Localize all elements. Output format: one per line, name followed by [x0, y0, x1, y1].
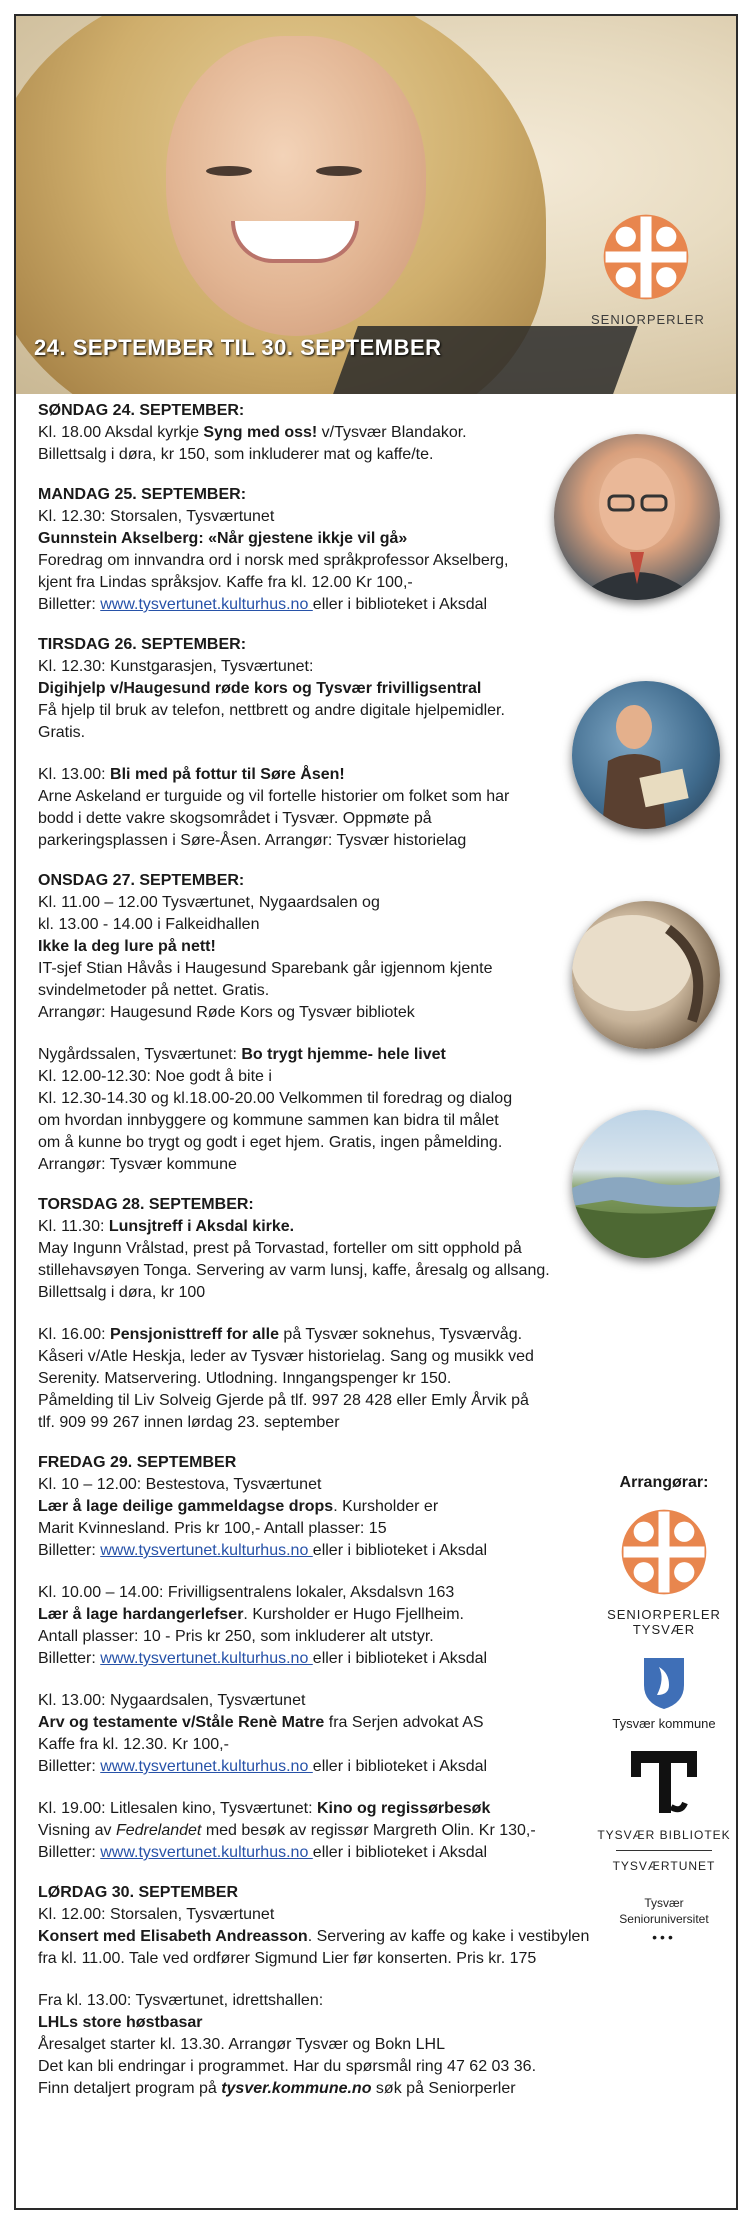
event-line [38, 1044, 598, 1066]
event-line: tlf. 909 99 267 innen lørdag 23. september [38, 1414, 340, 1431]
event-line: parkeringsplassen i Søre-Åsen. Arrangør: Tysvær historielag [38, 832, 467, 849]
event-line: Billettsalg i døra, kr 100 [38, 1284, 206, 1301]
day-heading: TORSDAG 28. SEPTEMBER: [38, 1196, 254, 1213]
text: Visning av [38, 1822, 116, 1839]
event-title: Gunnstein Akselberg: «Når gjestene ikkje vil gå» [38, 530, 408, 547]
hero-photo-eye-left [206, 166, 252, 176]
event-line: Arne Askeland er turguide og vil fortelle historier om folket som har [38, 788, 510, 805]
event-line: Kl. 12.30-14.30 og kl.18.00-20.00 Velkommen til foredrag og dialog [38, 1090, 513, 1107]
event-line: Billettsalg i døra, kr 150, som inkluderer mat og kaffe/te. [38, 446, 434, 463]
event-line: svindelmetoder på nettet. Gratis. [38, 982, 270, 999]
event-title: Bli med på fottur til Søre Åsen! [110, 766, 345, 783]
section-sunday [38, 400, 598, 466]
text: . Kursholder er [333, 1498, 439, 1515]
ticket-link[interactable]: www.tysvertunet.kulturhus.no [100, 1758, 313, 1775]
event-line: Serenity. Matservering. Utlodning. Inngangspenger kr 150. [38, 1370, 452, 1387]
event-line: Kl. 12.00: Storsalen, Tysværtunet [38, 1906, 275, 1923]
tysvaer-kommune-label: Tysvær kommune [612, 1716, 716, 1731]
text: . Servering av kaffe og kake i vestibylen [307, 1928, 590, 1945]
event-line: Arrangør: Haugesund Røde Kors og Tysvær bibliotek [38, 1004, 415, 1021]
day-heading: SØNDAG 24. SEPTEMBER: [38, 402, 245, 419]
text: Kl. 18.00 Aksdal kyrkje [38, 424, 204, 441]
event-line: bodd i dette vakre skogsområdet i Tysvær. Oppmøte på [38, 810, 432, 827]
ticket-link[interactable]: www.tysvertunet.kulturhus.no [100, 1844, 313, 1861]
event-line [38, 1926, 598, 1948]
event-line: Kl. 12.00-12.30: Noe godt å bite i [38, 1068, 272, 1085]
ticket-line [38, 594, 598, 616]
hero-photo-face [166, 36, 426, 336]
day-heading: TIRSDAG 26. SEPTEMBER: [38, 636, 247, 653]
text: Finn detaljert program på [38, 2080, 222, 2097]
text: Kl. 13.00: [38, 766, 111, 783]
section-friday [38, 1452, 598, 1864]
event-line: IT-sjef Stian Håvås i Haugesund Sparebank går igjennom kjente [38, 960, 493, 977]
text: Kl. 11.30: [38, 1218, 109, 1235]
section-wednesday [38, 870, 598, 1176]
date-range-caption: 24. SEPTEMBER TIL 30. SEPTEMBER [34, 335, 442, 360]
event-title: Digihjelp v/Haugesund røde kors og Tysvær frivilligsentral [38, 680, 482, 697]
event-title: Ikke la deg lure på nett! [38, 938, 216, 955]
event-line: Kl. 12.30: Kunstgarasjen, Tysværtunet: [38, 658, 314, 675]
ticket-link[interactable]: www.tysvertunet.kulturhus.no [100, 596, 313, 613]
hero-banner [16, 16, 738, 394]
event-line: kl. 13.00 - 14.00 i Falkeidhallen [38, 916, 260, 933]
event-line: Arrangør: Tysvær kommune [38, 1156, 237, 1173]
seniorperler-logo-text: SENIORPERLER [591, 312, 705, 327]
event-line: Kl. 10 – 12.00: Bestestova, Tysværtunet [38, 1476, 322, 1493]
event-line [38, 1712, 598, 1734]
spacer [38, 1670, 598, 1690]
event-line: om å kunne bo trygt og godt i eget hjem. Gratis, ingen påmelding. [38, 1134, 503, 1151]
event-line: Påmelding til Liv Solveig Gjerde på tlf. 997 28 428 eller Emly Årvik på [38, 1392, 529, 1409]
day-heading: ONSDAG 27. SEPTEMBER: [38, 872, 245, 889]
event-line [38, 1604, 598, 1626]
spacer [38, 1304, 598, 1324]
text: eller i biblioteket i Aksdal [312, 1650, 488, 1667]
organizers-panel [596, 1474, 732, 1945]
seniorperler-tysvaer-label: SENIORPERLER TYSVÆR [607, 1607, 721, 1637]
divider [616, 1850, 712, 1851]
event-line: Åresalget starter kl. 13.30. Arrangør Tysvær og Bokn LHL [38, 2036, 445, 2053]
spacer [38, 1778, 598, 1798]
seniorperler-logo [591, 211, 705, 327]
event-title: Kino og regissørbesøk [316, 1800, 491, 1817]
text: søk på Seniorperler [371, 2080, 516, 2097]
ticket-line [38, 1756, 598, 1778]
event-title: Lær å lage hardangerlefser [38, 1606, 244, 1623]
event-line: Foredrag om innvandra ord i norsk med språkprofessor Akselberg, [38, 552, 509, 569]
event-line: Marit Kvinnesland. Pris kr 100,- Antall plasser: 15 [38, 1520, 387, 1537]
seniorperler-emblem-icon [618, 1506, 710, 1598]
program-content [38, 400, 598, 2118]
tysvaer-kommune-crest-icon [641, 1655, 687, 1711]
event-line [38, 764, 598, 786]
text: Kl. 16.00: [38, 1326, 111, 1343]
section-monday [38, 484, 598, 616]
event-title: Lær å lage deilige gammeldagse drops [38, 1498, 334, 1515]
event-line: om hvordan innbyggere og kommune sammen kan bidra til målet [38, 1112, 499, 1129]
text: eller i biblioteket i Aksdal [312, 596, 488, 613]
event-line: kjent fra Lindas språksjov. Kaffe fra kl. 12.00 Kr 100,- [38, 574, 413, 591]
text: på Tysvær soknehus, Tysværvåg. [278, 1326, 523, 1343]
event-line: Kåseri v/Atle Heskja, leder av Tysvær historielag. Sang og musikk ved [38, 1348, 534, 1365]
event-line: Kl. 11.00 – 12.00 Tysværtunet, Nygaardsalen og [38, 894, 380, 911]
text: eller i biblioteket i Aksdal [312, 1844, 488, 1861]
section-saturday [38, 1882, 598, 2100]
film-title: Fedrelandet [115, 1822, 202, 1839]
text: eller i biblioteket i Aksdal [312, 1758, 488, 1775]
event-title: Bo trygt hjemme- hele livet [241, 1046, 446, 1063]
text: eller i biblioteket i Aksdal [312, 1542, 488, 1559]
spacer [38, 1024, 598, 1044]
text: Billetter: [38, 1758, 101, 1775]
spacer [38, 1562, 598, 1582]
event-line: Få hjelp til bruk av telefon, nettbrett og andre digitale hjelpemidler. [38, 702, 505, 719]
text: Nygårdssalen, Tysværtunet: [38, 1046, 242, 1063]
event-line [38, 1798, 598, 1820]
event-line: Antall plasser: 10 - Pris kr 250, som inkluderer alt utstyr. [38, 1628, 434, 1645]
text: Billetter: [38, 1542, 101, 1559]
event-line: Fra kl. 13.00: Tysværtunet, idrettshallen: [38, 1992, 324, 2009]
text: Billetter: [38, 1844, 101, 1861]
day-heading: LØRDAG 30. SEPTEMBER [38, 1884, 239, 1901]
tysvaer-bibliotek-logo-icon [629, 1749, 699, 1823]
event-line [38, 422, 598, 444]
spacer [38, 1970, 598, 1990]
dots-icon: ••• [652, 1929, 676, 1945]
event-line: fra kl. 11.00. Tale ved ordfører Sigmund Lier før konserten. Pris kr. 175 [38, 1950, 537, 1967]
event-line: Kl. 10.00 – 14.00: Frivilligsentralens lokaler, Aksdalsvn 163 [38, 1584, 455, 1601]
ticket-link[interactable]: www.tysvertunet.kulturhus.no [100, 1542, 313, 1559]
footer-note [38, 2078, 598, 2100]
event-line: Kl. 12.30: Storsalen, Tysværtunet [38, 508, 275, 525]
event-line: Kaffe fra kl. 12.30. Kr 100,- [38, 1736, 229, 1753]
seniorperler-emblem-icon [600, 211, 692, 303]
event-line: Gratis. [38, 724, 86, 741]
ticket-line [38, 1842, 598, 1864]
senioruniversitet-label: Tysvær Senioruniversitet [619, 1896, 709, 1926]
poster-frame [14, 14, 738, 2210]
text: fra Serjen advokat AS [324, 1714, 484, 1731]
event-line [38, 1324, 598, 1346]
event-title: Syng med oss! [203, 424, 318, 441]
section-thursday [38, 1194, 598, 1434]
event-line [38, 1216, 598, 1238]
organizers-title: Arrangørar: [619, 1474, 709, 1491]
website-link[interactable]: tysver.kommune.no [221, 2080, 372, 2097]
ticket-line [38, 1540, 598, 1562]
day-heading: MANDAG 25. SEPTEMBER: [38, 486, 247, 503]
section-tuesday [38, 634, 598, 852]
event-line [38, 1820, 598, 1842]
text: v/Tysvær Blandakor. [317, 424, 467, 441]
ticket-line [38, 1648, 598, 1670]
text: Billetter: [38, 596, 101, 613]
day-heading: FREDAG 29. SEPTEMBER [38, 1454, 237, 1471]
text: Billetter: [38, 1650, 101, 1667]
text: Kl. 19.00: Litlesalen kino, Tysværtunet: [38, 1800, 317, 1817]
ticket-link[interactable]: www.tysvertunet.kulturhus.no [100, 1650, 313, 1667]
event-title: LHLs store høstbasar [38, 2014, 203, 2031]
event-title: Lunsjtreff i Aksdal kirke. [108, 1218, 295, 1235]
footer-note: Det kan bli endringar i programmet. Har du spørsmål ring 47 62 03 36. [38, 2058, 537, 2075]
event-title: Konsert med Elisabeth Andreasson [38, 1928, 308, 1945]
event-line: stillehavsøyen Tonga. Servering av varm lunsj, kaffe, åresalg og allsang. [38, 1262, 550, 1279]
event-title: Arv og testamente v/Ståle Renè Matre [38, 1714, 325, 1731]
hero-photo-eye-right [316, 166, 362, 176]
event-title: Pensjonisttreff for alle [110, 1326, 279, 1343]
event-line: Kl. 13.00: Nygaardsalen, Tysværtunet [38, 1692, 306, 1709]
text: . Kursholder er Hugo Fjellheim. [243, 1606, 464, 1623]
text: med besøk av regissør Margreth Olin. Kr 130,- [201, 1822, 536, 1839]
spacer [38, 744, 598, 764]
event-line [38, 1496, 598, 1518]
tysvaertunet-label: TYSVÆRTUNET [612, 1859, 716, 1873]
event-line: May Ingunn Vrålstad, prest på Torvastad, forteller om sitt opphold på [38, 1240, 522, 1257]
tysvaer-bibliotek-label: TYSVÆR BIBLIOTEK [597, 1828, 731, 1842]
